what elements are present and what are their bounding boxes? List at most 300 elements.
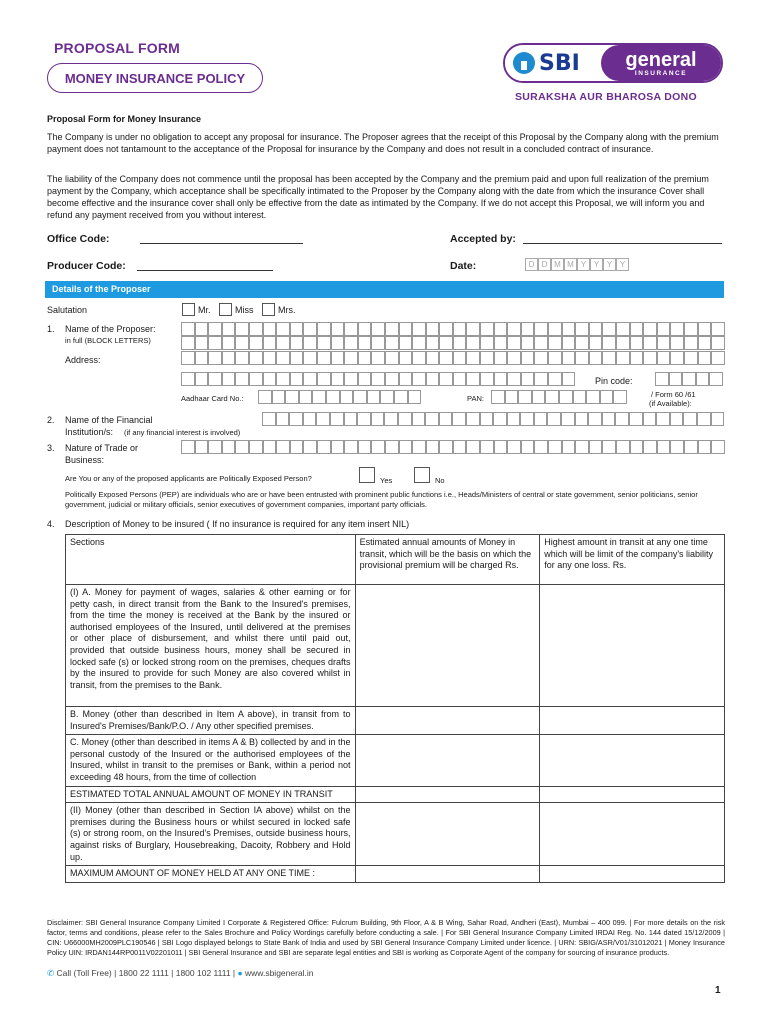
char-box[interactable] bbox=[466, 372, 480, 386]
char-box[interactable] bbox=[331, 351, 345, 365]
char-box[interactable] bbox=[195, 372, 209, 386]
char-box[interactable] bbox=[711, 336, 725, 350]
char-box[interactable] bbox=[657, 440, 671, 454]
char-box[interactable] bbox=[643, 351, 657, 365]
char-box[interactable] bbox=[299, 390, 313, 404]
char-box[interactable] bbox=[480, 336, 494, 350]
char-box[interactable] bbox=[399, 372, 413, 386]
char-box[interactable] bbox=[235, 322, 249, 336]
char-box[interactable] bbox=[426, 322, 440, 336]
char-box[interactable] bbox=[602, 440, 616, 454]
char-box[interactable] bbox=[331, 336, 345, 350]
char-box[interactable] bbox=[494, 440, 508, 454]
char-box[interactable] bbox=[711, 322, 725, 336]
char-box[interactable] bbox=[684, 440, 698, 454]
char-box[interactable] bbox=[358, 336, 372, 350]
char-box[interactable] bbox=[367, 390, 381, 404]
producer-code-field[interactable] bbox=[137, 270, 273, 271]
char-box[interactable] bbox=[480, 412, 494, 426]
char-box[interactable] bbox=[562, 372, 576, 386]
char-box[interactable] bbox=[222, 440, 236, 454]
char-box[interactable] bbox=[698, 322, 712, 336]
date-box[interactable]: M bbox=[564, 258, 577, 271]
website-link[interactable]: www.sbigeneral.in bbox=[245, 968, 314, 978]
char-box[interactable] bbox=[316, 412, 330, 426]
char-box[interactable] bbox=[521, 440, 535, 454]
char-box[interactable] bbox=[466, 412, 480, 426]
char-box[interactable] bbox=[521, 372, 535, 386]
char-box[interactable] bbox=[589, 440, 603, 454]
char-box[interactable] bbox=[340, 390, 354, 404]
char-box[interactable] bbox=[711, 440, 725, 454]
char-box[interactable] bbox=[331, 440, 345, 454]
char-box[interactable] bbox=[657, 336, 671, 350]
aadhaar-boxes[interactable] bbox=[258, 390, 421, 404]
char-box[interactable] bbox=[709, 372, 723, 386]
char-box[interactable] bbox=[385, 336, 399, 350]
char-box[interactable] bbox=[547, 412, 561, 426]
char-box[interactable] bbox=[344, 351, 358, 365]
char-box[interactable] bbox=[439, 322, 453, 336]
char-box[interactable] bbox=[394, 390, 408, 404]
char-box[interactable] bbox=[263, 336, 277, 350]
char-box[interactable] bbox=[303, 351, 317, 365]
char-box[interactable] bbox=[208, 336, 222, 350]
char-box[interactable] bbox=[195, 351, 209, 365]
char-box[interactable] bbox=[358, 322, 372, 336]
char-box[interactable] bbox=[575, 336, 589, 350]
char-box[interactable] bbox=[426, 440, 440, 454]
office-code-field[interactable] bbox=[140, 243, 303, 244]
char-box[interactable] bbox=[195, 440, 209, 454]
char-box[interactable] bbox=[534, 351, 548, 365]
char-box[interactable] bbox=[534, 336, 548, 350]
char-box[interactable] bbox=[684, 322, 698, 336]
char-box[interactable] bbox=[208, 372, 222, 386]
char-box[interactable] bbox=[222, 322, 236, 336]
char-box[interactable] bbox=[371, 351, 385, 365]
char-box[interactable] bbox=[559, 390, 573, 404]
char-box[interactable] bbox=[575, 440, 589, 454]
char-box[interactable] bbox=[534, 412, 548, 426]
char-box[interactable] bbox=[561, 412, 575, 426]
char-box[interactable] bbox=[326, 390, 340, 404]
char-box[interactable] bbox=[249, 322, 263, 336]
char-box[interactable] bbox=[208, 440, 222, 454]
char-box[interactable] bbox=[657, 322, 671, 336]
char-box[interactable] bbox=[344, 336, 358, 350]
char-box[interactable] bbox=[412, 372, 426, 386]
char-box[interactable] bbox=[507, 372, 521, 386]
char-box[interactable] bbox=[303, 336, 317, 350]
cell-estimated-c[interactable] bbox=[355, 735, 540, 786]
char-box[interactable] bbox=[412, 336, 426, 350]
char-box[interactable] bbox=[575, 351, 589, 365]
char-box[interactable] bbox=[589, 322, 603, 336]
char-box[interactable] bbox=[480, 440, 494, 454]
char-box[interactable] bbox=[331, 372, 345, 386]
char-box[interactable] bbox=[371, 440, 385, 454]
char-box[interactable] bbox=[358, 372, 372, 386]
char-box[interactable] bbox=[575, 412, 589, 426]
char-box[interactable] bbox=[385, 440, 399, 454]
char-box[interactable] bbox=[344, 412, 358, 426]
char-box[interactable] bbox=[399, 336, 413, 350]
char-box[interactable] bbox=[371, 336, 385, 350]
char-box[interactable] bbox=[222, 372, 236, 386]
char-box[interactable] bbox=[426, 372, 440, 386]
char-box[interactable] bbox=[600, 390, 614, 404]
form-title: PROPOSAL FORM bbox=[54, 40, 181, 56]
table-row bbox=[66, 707, 725, 735]
char-box[interactable] bbox=[371, 322, 385, 336]
char-box[interactable] bbox=[630, 440, 644, 454]
char-box[interactable] bbox=[548, 322, 562, 336]
char-box[interactable] bbox=[289, 412, 303, 426]
char-box[interactable] bbox=[616, 440, 630, 454]
char-box[interactable] bbox=[439, 412, 453, 426]
char-box[interactable] bbox=[494, 322, 508, 336]
char-box[interactable] bbox=[602, 412, 616, 426]
char-box[interactable] bbox=[358, 440, 372, 454]
row-section-b: B. Money (other than described in Item A above), in transit from to Insured's Premises/Bank/P.O. / Any other specified premises. bbox=[66, 707, 356, 735]
char-box[interactable] bbox=[630, 336, 644, 350]
char-box[interactable] bbox=[385, 322, 399, 336]
proposer-name-boxes-2[interactable] bbox=[181, 336, 725, 350]
char-box[interactable] bbox=[285, 390, 299, 404]
char-box[interactable] bbox=[643, 322, 657, 336]
char-box[interactable] bbox=[331, 322, 345, 336]
char-box[interactable] bbox=[412, 351, 426, 365]
char-box[interactable] bbox=[670, 336, 684, 350]
char-box[interactable] bbox=[573, 390, 587, 404]
char-box[interactable] bbox=[521, 336, 535, 350]
salutation-miss-checkbox[interactable] bbox=[219, 303, 232, 316]
char-box[interactable] bbox=[303, 412, 317, 426]
char-box[interactable] bbox=[548, 440, 562, 454]
table-header-row bbox=[66, 535, 725, 585]
q3-number: 3. bbox=[47, 443, 55, 453]
char-box[interactable] bbox=[399, 440, 413, 454]
char-box[interactable] bbox=[548, 372, 562, 386]
char-box[interactable] bbox=[235, 351, 249, 365]
char-box[interactable] bbox=[235, 440, 249, 454]
char-box[interactable] bbox=[317, 336, 331, 350]
char-box[interactable] bbox=[534, 372, 548, 386]
date-box[interactable]: D bbox=[525, 258, 538, 271]
cell-highest-max[interactable] bbox=[540, 866, 725, 883]
date-box[interactable]: Y bbox=[616, 258, 629, 271]
salutation-mr-label: Mr. bbox=[198, 305, 211, 315]
financial-institution-boxes[interactable] bbox=[262, 412, 724, 426]
char-box[interactable] bbox=[453, 440, 467, 454]
char-box[interactable] bbox=[303, 372, 317, 386]
char-box[interactable] bbox=[290, 351, 304, 365]
char-box[interactable] bbox=[711, 351, 725, 365]
char-box[interactable] bbox=[249, 440, 263, 454]
char-box[interactable] bbox=[385, 372, 399, 386]
date-box[interactable]: D bbox=[538, 258, 551, 271]
char-box[interactable] bbox=[684, 336, 698, 350]
char-box[interactable] bbox=[312, 390, 326, 404]
char-box[interactable] bbox=[643, 412, 657, 426]
char-box[interactable] bbox=[357, 412, 371, 426]
char-box[interactable] bbox=[290, 440, 304, 454]
char-box[interactable] bbox=[562, 440, 576, 454]
char-box[interactable] bbox=[505, 390, 519, 404]
char-box[interactable] bbox=[408, 390, 422, 404]
char-box[interactable] bbox=[276, 322, 290, 336]
char-box[interactable] bbox=[630, 351, 644, 365]
address-boxes-2[interactable] bbox=[181, 372, 575, 386]
char-box[interactable] bbox=[276, 412, 290, 426]
char-box[interactable] bbox=[575, 322, 589, 336]
char-box[interactable] bbox=[317, 372, 331, 386]
char-box[interactable] bbox=[371, 372, 385, 386]
char-box[interactable] bbox=[258, 390, 272, 404]
char-box[interactable] bbox=[235, 372, 249, 386]
char-box[interactable] bbox=[317, 322, 331, 336]
q2-label-2: Institution/s: bbox=[65, 427, 114, 437]
char-box[interactable] bbox=[480, 322, 494, 336]
salutation-mrs-checkbox[interactable] bbox=[262, 303, 275, 316]
char-box[interactable] bbox=[494, 351, 508, 365]
char-box[interactable] bbox=[643, 336, 657, 350]
char-box[interactable] bbox=[181, 322, 195, 336]
cell-highest-ia[interactable] bbox=[540, 585, 725, 707]
salutation-label: Salutation bbox=[47, 305, 88, 315]
char-box[interactable] bbox=[655, 372, 669, 386]
char-box[interactable] bbox=[493, 412, 507, 426]
date-box[interactable]: Y bbox=[590, 258, 603, 271]
char-box[interactable] bbox=[466, 351, 480, 365]
char-box[interactable] bbox=[249, 351, 263, 365]
char-box[interactable] bbox=[629, 412, 643, 426]
char-box[interactable] bbox=[276, 351, 290, 365]
char-box[interactable] bbox=[616, 322, 630, 336]
char-box[interactable] bbox=[507, 336, 521, 350]
char-box[interactable] bbox=[616, 351, 630, 365]
char-box[interactable] bbox=[290, 322, 304, 336]
cell-highest-c[interactable] bbox=[540, 735, 725, 786]
char-box[interactable] bbox=[507, 412, 521, 426]
char-box[interactable] bbox=[276, 336, 290, 350]
char-box[interactable] bbox=[385, 351, 399, 365]
char-box[interactable] bbox=[630, 322, 644, 336]
char-box[interactable] bbox=[181, 372, 195, 386]
char-box[interactable] bbox=[181, 351, 195, 365]
char-box[interactable] bbox=[670, 412, 684, 426]
char-box[interactable] bbox=[683, 412, 697, 426]
char-box[interactable] bbox=[657, 351, 671, 365]
cell-estimated-ii[interactable] bbox=[355, 803, 540, 866]
char-box[interactable] bbox=[534, 322, 548, 336]
char-box[interactable] bbox=[303, 322, 317, 336]
pin-code-boxes[interactable] bbox=[655, 372, 723, 386]
char-box[interactable] bbox=[698, 336, 712, 350]
char-box[interactable] bbox=[208, 351, 222, 365]
char-box[interactable] bbox=[697, 412, 711, 426]
accepted-by-field[interactable] bbox=[523, 243, 722, 244]
char-box[interactable] bbox=[453, 372, 467, 386]
char-box[interactable] bbox=[589, 351, 603, 365]
char-box[interactable] bbox=[602, 322, 616, 336]
q2-hint: (if any financial interest is involved) bbox=[124, 428, 241, 437]
char-box[interactable] bbox=[439, 336, 453, 350]
char-box[interactable] bbox=[494, 372, 508, 386]
char-box[interactable] bbox=[507, 351, 521, 365]
char-box[interactable] bbox=[507, 440, 521, 454]
char-box[interactable] bbox=[399, 322, 413, 336]
char-box[interactable] bbox=[491, 390, 505, 404]
char-box[interactable] bbox=[330, 412, 344, 426]
char-box[interactable] bbox=[521, 322, 535, 336]
pep-no-checkbox[interactable] bbox=[414, 467, 430, 483]
pan-boxes[interactable] bbox=[491, 390, 627, 404]
char-box[interactable] bbox=[426, 336, 440, 350]
char-box[interactable] bbox=[480, 351, 494, 365]
char-box[interactable] bbox=[222, 336, 236, 350]
char-box[interactable] bbox=[615, 412, 629, 426]
cell-estimated-b[interactable] bbox=[355, 707, 540, 735]
char-box[interactable] bbox=[507, 322, 521, 336]
char-box[interactable] bbox=[545, 390, 559, 404]
char-box[interactable] bbox=[344, 440, 358, 454]
char-box[interactable] bbox=[602, 336, 616, 350]
char-box[interactable] bbox=[466, 440, 480, 454]
char-box[interactable] bbox=[249, 372, 263, 386]
char-box[interactable] bbox=[480, 372, 494, 386]
cell-highest-total[interactable] bbox=[540, 786, 725, 803]
char-box[interactable] bbox=[195, 336, 209, 350]
char-box[interactable] bbox=[425, 412, 439, 426]
char-box[interactable] bbox=[344, 322, 358, 336]
char-box[interactable] bbox=[222, 351, 236, 365]
char-box[interactable] bbox=[616, 336, 630, 350]
char-box[interactable] bbox=[208, 322, 222, 336]
char-box[interactable] bbox=[344, 372, 358, 386]
char-box[interactable] bbox=[303, 440, 317, 454]
char-box[interactable] bbox=[412, 412, 426, 426]
char-box[interactable] bbox=[669, 372, 683, 386]
char-box[interactable] bbox=[670, 322, 684, 336]
char-box[interactable] bbox=[589, 336, 603, 350]
char-box[interactable] bbox=[181, 440, 195, 454]
char-box[interactable] bbox=[520, 412, 534, 426]
salutation-mr-checkbox[interactable] bbox=[182, 303, 195, 316]
char-box[interactable] bbox=[399, 351, 413, 365]
char-box[interactable] bbox=[380, 390, 394, 404]
table-row bbox=[66, 866, 725, 883]
char-box[interactable] bbox=[290, 336, 304, 350]
char-box[interactable] bbox=[588, 412, 602, 426]
char-box[interactable] bbox=[452, 412, 466, 426]
char-box[interactable] bbox=[670, 351, 684, 365]
char-box[interactable] bbox=[426, 351, 440, 365]
cell-estimated-total[interactable] bbox=[355, 786, 540, 803]
char-box[interactable] bbox=[494, 336, 508, 350]
char-box[interactable] bbox=[521, 351, 535, 365]
char-box[interactable] bbox=[272, 390, 286, 404]
char-box[interactable] bbox=[698, 440, 712, 454]
char-box[interactable] bbox=[532, 390, 546, 404]
char-box[interactable] bbox=[670, 440, 684, 454]
char-box[interactable] bbox=[548, 351, 562, 365]
char-box[interactable] bbox=[518, 390, 532, 404]
char-box[interactable] bbox=[263, 440, 277, 454]
date-box[interactable]: M bbox=[551, 258, 564, 271]
date-box[interactable]: Y bbox=[577, 258, 590, 271]
char-box[interactable] bbox=[263, 372, 277, 386]
char-box[interactable] bbox=[412, 440, 426, 454]
char-box[interactable] bbox=[358, 351, 372, 365]
char-box[interactable] bbox=[602, 351, 616, 365]
char-box[interactable] bbox=[412, 322, 426, 336]
char-box[interactable] bbox=[384, 412, 398, 426]
cell-estimated-ia[interactable] bbox=[355, 585, 540, 707]
char-box[interactable] bbox=[317, 351, 331, 365]
char-box[interactable] bbox=[249, 336, 263, 350]
trade-business-boxes[interactable] bbox=[181, 440, 725, 454]
char-box[interactable] bbox=[466, 336, 480, 350]
char-box[interactable] bbox=[562, 336, 576, 350]
char-box[interactable] bbox=[466, 322, 480, 336]
char-box[interactable] bbox=[263, 351, 277, 365]
char-box[interactable] bbox=[317, 440, 331, 454]
char-box[interactable] bbox=[453, 351, 467, 365]
char-box[interactable] bbox=[276, 440, 290, 454]
char-box[interactable] bbox=[613, 390, 627, 404]
char-box[interactable] bbox=[696, 372, 710, 386]
cell-highest-b[interactable] bbox=[540, 707, 725, 735]
char-box[interactable] bbox=[439, 372, 453, 386]
char-box[interactable] bbox=[181, 336, 195, 350]
char-box[interactable] bbox=[235, 336, 249, 350]
cell-highest-ii[interactable] bbox=[540, 803, 725, 866]
proposer-name-boxes[interactable] bbox=[181, 322, 725, 336]
char-box[interactable] bbox=[371, 412, 385, 426]
char-box[interactable] bbox=[562, 351, 576, 365]
char-box[interactable] bbox=[276, 372, 290, 386]
char-box[interactable] bbox=[656, 412, 670, 426]
char-box[interactable] bbox=[682, 372, 696, 386]
char-box[interactable] bbox=[439, 440, 453, 454]
char-box[interactable] bbox=[290, 372, 304, 386]
pin-code-label: Pin code: bbox=[595, 376, 633, 386]
date-box[interactable]: Y bbox=[603, 258, 616, 271]
char-box[interactable] bbox=[262, 412, 276, 426]
char-box[interactable] bbox=[353, 390, 367, 404]
address-boxes-1[interactable] bbox=[181, 351, 725, 365]
char-box[interactable] bbox=[263, 322, 277, 336]
char-box[interactable] bbox=[398, 412, 412, 426]
char-box[interactable] bbox=[439, 351, 453, 365]
char-box[interactable] bbox=[534, 440, 548, 454]
char-box[interactable] bbox=[453, 322, 467, 336]
char-box[interactable] bbox=[684, 351, 698, 365]
char-box[interactable] bbox=[698, 351, 712, 365]
cell-estimated-max[interactable] bbox=[355, 866, 540, 883]
char-box[interactable] bbox=[548, 336, 562, 350]
char-box[interactable] bbox=[453, 336, 467, 350]
char-box[interactable] bbox=[643, 440, 657, 454]
char-box[interactable] bbox=[562, 322, 576, 336]
date-field[interactable] bbox=[525, 258, 629, 271]
char-box[interactable] bbox=[195, 322, 209, 336]
pep-yes-checkbox[interactable] bbox=[359, 467, 375, 483]
char-box[interactable] bbox=[711, 412, 725, 426]
char-box[interactable] bbox=[586, 390, 600, 404]
